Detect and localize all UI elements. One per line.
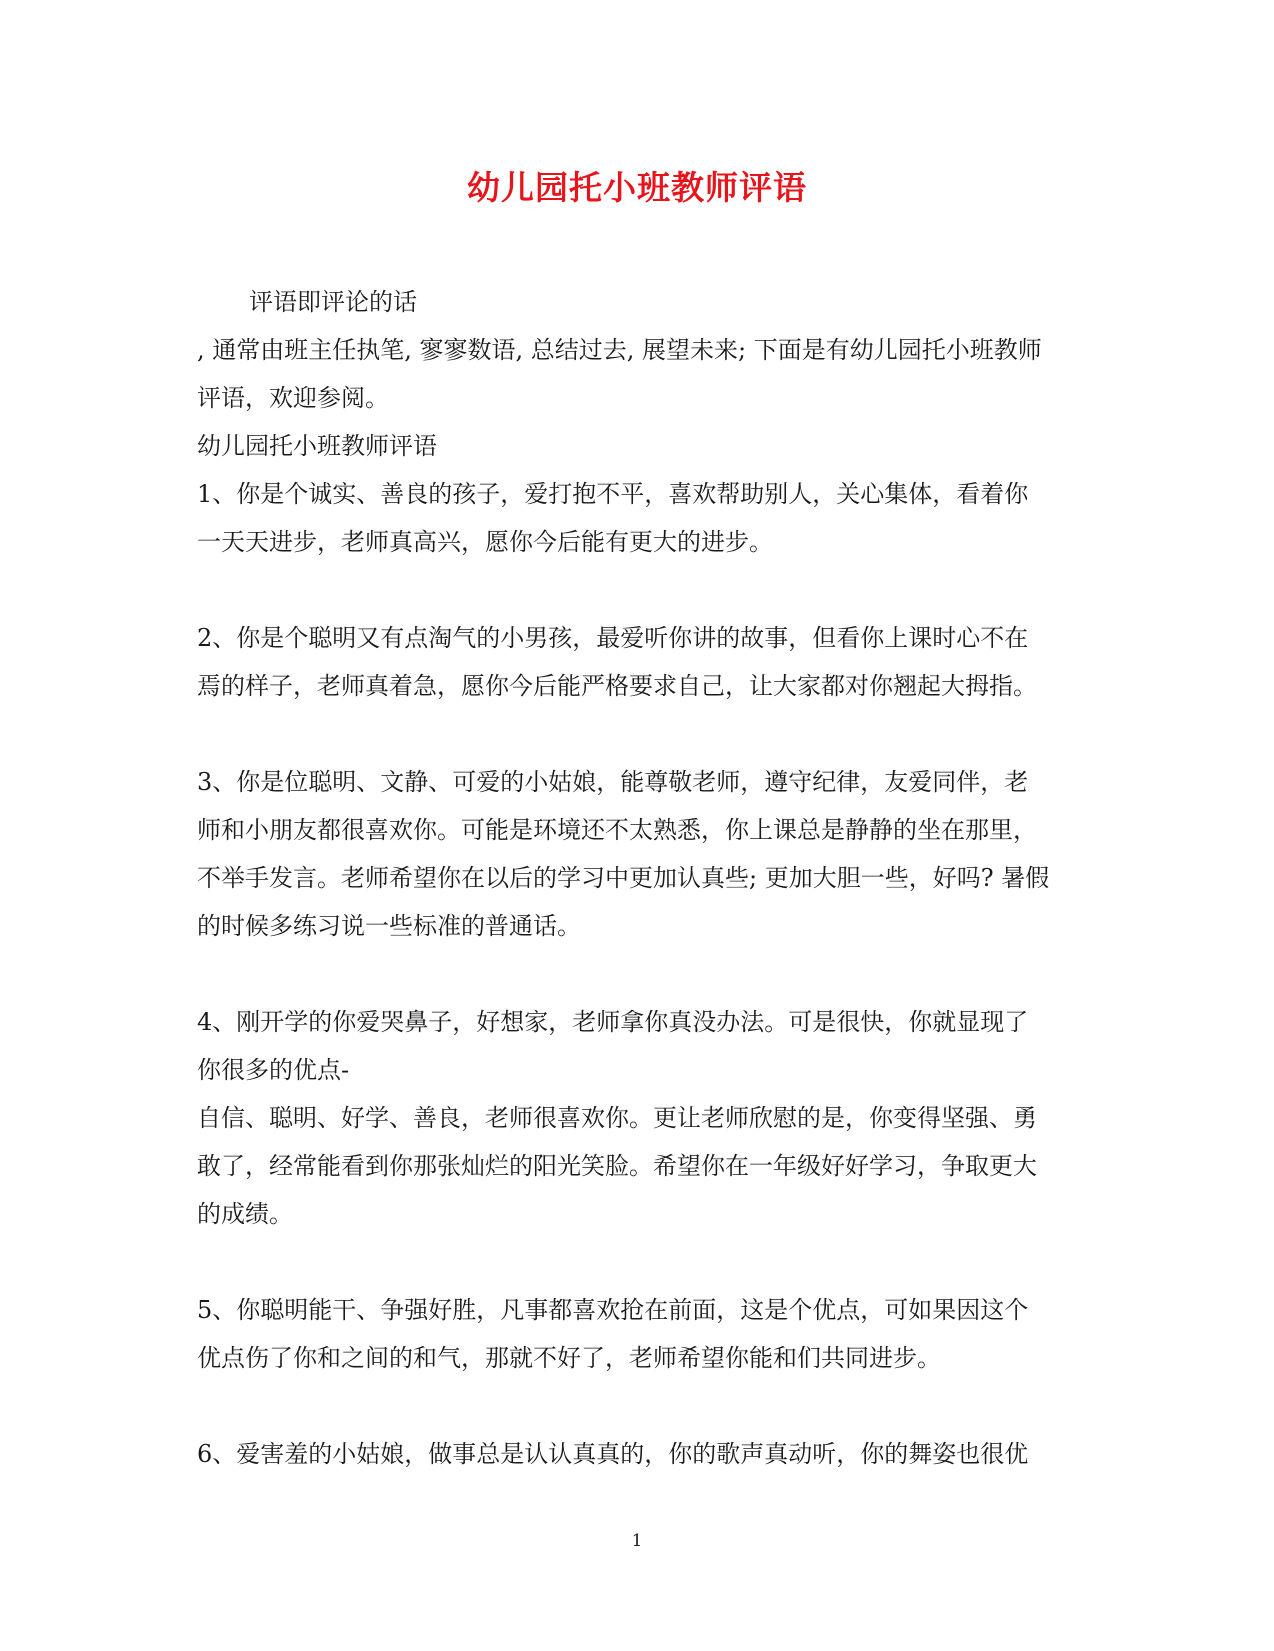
comment-item-2 bbox=[197, 614, 1077, 710]
comment-line: 4、刚开学的你爱哭鼻子，好想家，老师拿你真没办法。可是很快，你就显现了 bbox=[197, 1008, 1029, 1036]
paragraph-gap bbox=[197, 950, 1077, 998]
paragraph-gap bbox=[197, 566, 1077, 614]
comment-line: 的时候多练习说一些标准的普通话。 bbox=[197, 912, 581, 940]
comment-line: 一天天进步，老师真高兴，愿你今后能有更大的进步。 bbox=[197, 528, 773, 556]
comment-item-6 bbox=[197, 1430, 1077, 1478]
intro-line: 评语即评论的话 bbox=[249, 288, 417, 316]
comment-item-1 bbox=[197, 470, 1077, 566]
document-title: 幼儿园托小班教师评语 bbox=[467, 168, 807, 207]
comment-line: 师和小朋友都很喜欢你。可能是环境还不太熟悉，你上课总是静静的坐在那里， bbox=[197, 816, 1037, 844]
comment-item-5 bbox=[197, 1286, 1077, 1382]
paragraph-gap bbox=[197, 1382, 1077, 1430]
comment-item-4 bbox=[197, 998, 1077, 1238]
comment-line: 焉的样子，老师真着急，愿你今后能严格要求自己，让大家都对你翘起大拇指。 bbox=[197, 672, 1037, 700]
comment-line: 3、你是位聪明、文静、可爱的小姑娘，能尊敬老师，遵守纪律，友爱同伴，老 bbox=[197, 768, 1029, 796]
comment-line: 自信、聪明、好学、善良，老师很喜欢你。更让老师欣慰的是，你变得坚强、勇 bbox=[197, 1104, 1037, 1132]
comment-line: 敢了，经常能看到你那张灿烂的阳光笑脸。希望你在一年级好好学习，争取更大 bbox=[197, 1152, 1037, 1180]
section-heading: 幼儿园托小班教师评语 bbox=[197, 432, 437, 460]
intro-line: 评语，欢迎参阅。 bbox=[197, 384, 389, 412]
document-body bbox=[197, 278, 1077, 1478]
comment-line: 不举手发言。老师希望你在以后的学习中更加认真些; 更加大胆一些，好吗? 暑假 bbox=[197, 864, 1050, 892]
comment-line: 优点伤了你和之间的和气，那就不好了，老师希望你能和们共同进步。 bbox=[197, 1344, 941, 1372]
paragraph-gap bbox=[197, 710, 1077, 758]
intro-line: , 通常由班主任执笔, 寥寥数语, 总结过去, 展望未来; 下面是有幼儿园托小班教师 bbox=[197, 336, 1042, 364]
comment-line: 2、你是个聪明又有点淘气的小男孩，最爱听你讲的故事，但看你上课时心不在 bbox=[197, 624, 1029, 652]
comment-line: 6、爱害羞的小姑娘，做事总是认认真真的，你的歌声真动听，你的舞姿也很优 bbox=[197, 1440, 1029, 1468]
comment-line: 1、你是个诚实、善良的孩子，爱打抱不平，喜欢帮助别人，关心集体，看着你 bbox=[197, 480, 1029, 508]
paragraph-gap bbox=[197, 1238, 1077, 1286]
comment-line: 的成绩。 bbox=[197, 1200, 293, 1228]
comment-line: 5、你聪明能干、争强好胜，凡事都喜欢抢在前面，这是个优点，可如果因这个 bbox=[197, 1296, 1029, 1324]
comment-line: 你很多的优点- bbox=[197, 1056, 350, 1084]
page-number: 1 bbox=[631, 1531, 643, 1551]
comment-item-3 bbox=[197, 758, 1077, 950]
